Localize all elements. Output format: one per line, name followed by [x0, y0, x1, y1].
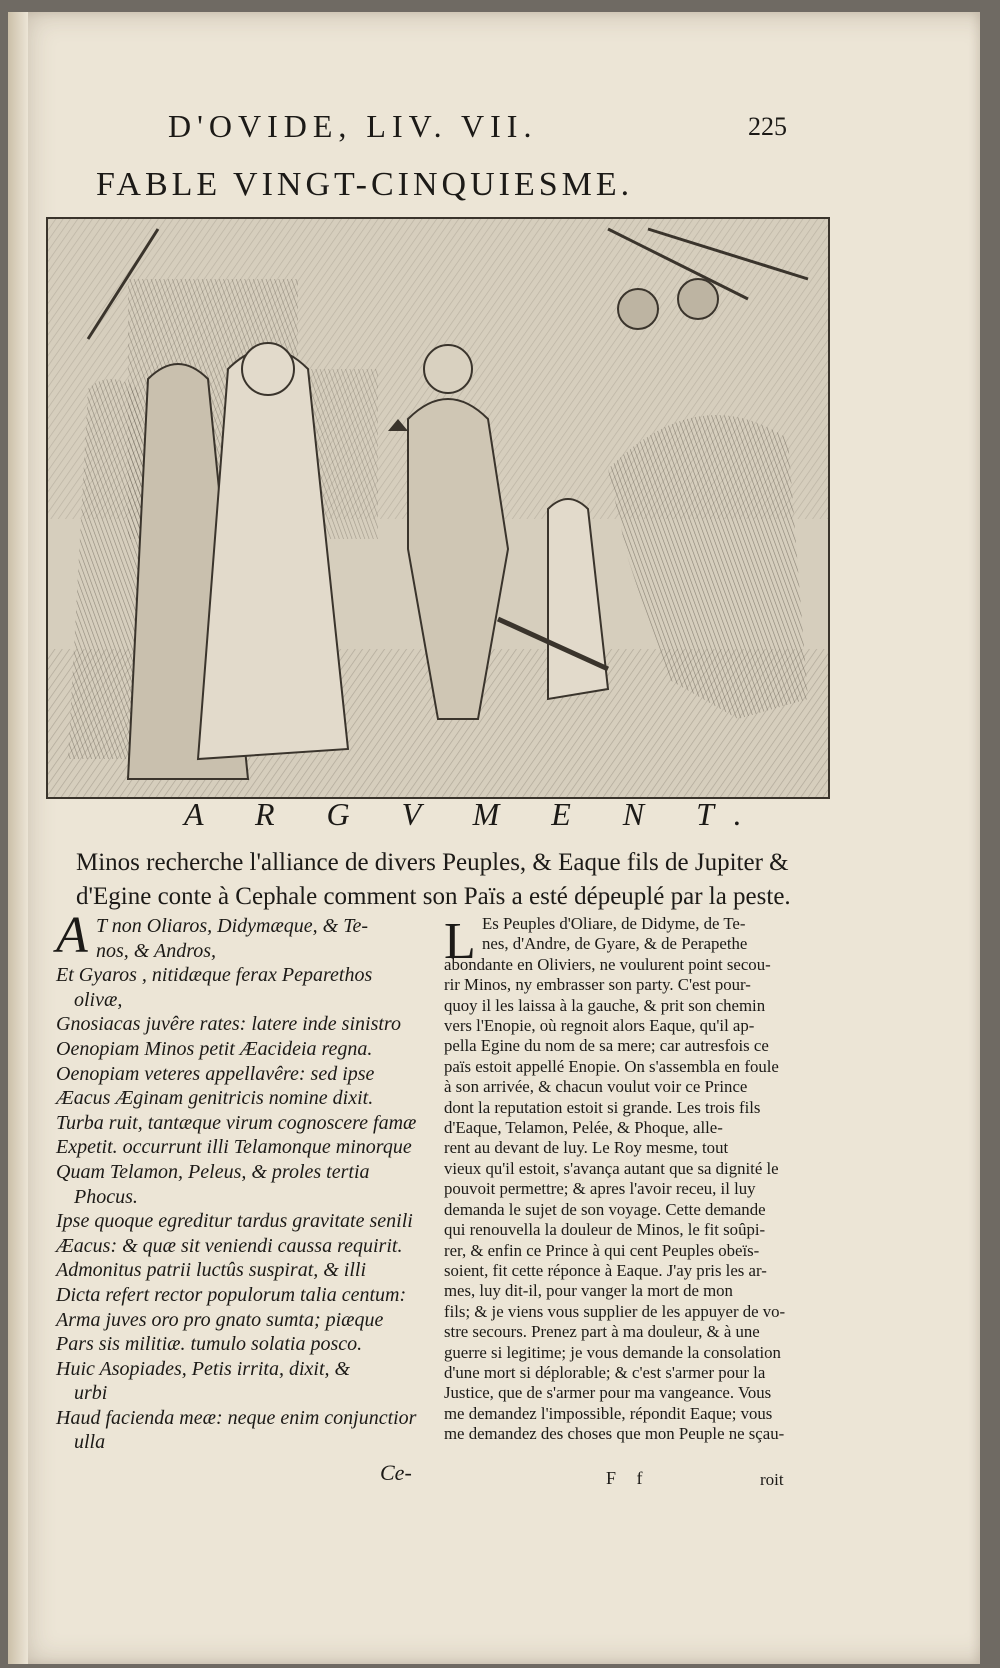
french-line: quoy il les laissa à la gauche, & prit son chemin	[444, 995, 766, 1015]
latin-line: urbi	[74, 1382, 108, 1405]
latin-line: nos, & Andros,	[96, 939, 217, 962]
latin-line: olivæ,	[74, 988, 123, 1011]
fable-summary	[76, 846, 836, 914]
latin-dropcap: A	[56, 907, 88, 964]
french-dropcap: L	[444, 913, 476, 970]
latin-line: Phocus.	[74, 1185, 138, 1208]
french-line: pouvoit permettre; & apres l'avoir receu, il luy	[444, 1179, 756, 1199]
running-head: D'OVIDE, LIV. VII.	[168, 108, 538, 144]
engraving-drawing	[48, 219, 828, 797]
french-line: païs estoit appellé Enopie. On s'assembla en foule	[444, 1056, 779, 1076]
latin-line: Huic Asopiades, Petis irrita, dixit, &	[56, 1357, 351, 1380]
latin-line: Dicta refert rector populorum talia centum:	[56, 1283, 407, 1306]
latin-line: Admonitus patrii luctûs suspirat, & illi	[56, 1259, 367, 1282]
latin-line: Quam Telamon, Peleus, & proles tertia	[56, 1160, 370, 1183]
french-line: abondante en Oliviers, ne voulurent point secou-	[444, 954, 771, 974]
french-line: guerre si legitime; je vous demande la consolation	[444, 1342, 781, 1362]
french-line: à son arrivée, & chacun voulut voir ce Prince	[444, 1077, 748, 1097]
argument-heading: A R G V M E N T.	[184, 796, 764, 832]
latin-line: Turba ruit, tantæque virum cognoscere famæ	[56, 1111, 417, 1134]
french-line: vers l'Enopie, où regnoit alors Eaque, qu'il ap-	[444, 1016, 755, 1036]
french-line: d'Eaque, Telamon, Pelée, & Phoque, alle-	[444, 1118, 723, 1138]
latin-line: Oenopiam Minos petit Æacideia regna.	[56, 1037, 373, 1060]
french-line: nes, d'Andre, de Gyare, & de Perapethe	[482, 934, 748, 954]
signature-mark: F f	[606, 1468, 651, 1488]
french-line: demanda le sujet de son voyage. Cette demande	[444, 1199, 766, 1219]
latin-line: Ipse quoque egreditur tardus gravitate senili	[56, 1210, 413, 1233]
fable-title: FABLE VINGT-CINQUIESME.	[96, 166, 634, 203]
latin-line: Æacus: & quæ sit veniendi caussa requirit.	[56, 1234, 403, 1257]
french-line: Es Peuples d'Oliare, de Didyme, de Te-	[482, 914, 746, 933]
french-line: vieux qu'il estoit, s'avança autant que sa dignité le	[444, 1158, 779, 1178]
french-line: mes, luy dit-il, pour vanger la mort de mon	[444, 1281, 733, 1301]
summary-line: Minos recherche l'alliance de divers Peuples, & Eaque fils de Jupiter &	[76, 849, 789, 876]
french-line: Justice, que de s'armer pour ma vangeance. Vous	[444, 1383, 772, 1403]
french-line: stre secours. Prenez part à ma douleur, & à une	[444, 1322, 760, 1342]
french-line: me demandez l'impossible, répondit Eaque; vous	[444, 1403, 773, 1423]
latin-line: Oenopiam veteres appellavêre: sed ipse	[56, 1062, 375, 1085]
latin-line: Expetit. occurrunt illi Telamonque minorque	[56, 1136, 412, 1159]
french-line: soient, fit cette réponce à Eaque. J'ay pris les ar-	[444, 1260, 767, 1280]
french-line: rir Minos, ny embrasser son party. C'est pour-	[444, 975, 751, 995]
latin-line: ulla	[74, 1431, 106, 1454]
latin-line: Et Gyaros , nitidæque ferax Peparethos	[56, 964, 373, 987]
latin-line: T non Oliaros, Didymæque, & Te-	[96, 915, 369, 937]
french-line: pella Egine du nom de sa mere; car autresfois ce	[444, 1036, 769, 1056]
french-line: fils; & je viens vous supplier de les appuyer de vo-	[444, 1301, 786, 1321]
french-line: rent au devant de luy. Le Roy mesme, tout	[444, 1138, 729, 1158]
latin-line: Æacus Æginam genitricis nomine dixit.	[56, 1087, 374, 1110]
french-line: qui renouvella la douleur de Minos, le fit soûpi-	[444, 1220, 766, 1240]
latin-catchword: Ce-	[380, 1460, 412, 1485]
summary-line: d'Egine conte à Cephale comment son Païs a esté dépeuplé par la peste.	[76, 883, 791, 910]
latin-line: Pars sis militiæ. tumulo solatia posco.	[56, 1333, 363, 1356]
french-column	[444, 914, 824, 1445]
engraving-illustration	[46, 217, 830, 799]
french-line: d'une mort si déplorable; & c'est s'armer pour la	[444, 1362, 766, 1382]
page-gutter	[8, 12, 28, 1664]
french-line: dont la reputation estoit si grande. Les trois fils	[444, 1097, 761, 1117]
french-catchword: roit	[760, 1470, 784, 1489]
french-line: rer, & enfin ce Prince à qui cent Peuples obeïs-	[444, 1240, 760, 1260]
latin-column	[56, 907, 438, 1455]
french-line: me demandez des choses que mon Peuple ne sçau-	[444, 1424, 785, 1444]
latin-line: Gnosiacas juvêre rates: latere inde sinistro	[56, 1013, 401, 1036]
latin-line: Haud facienda meæ: neque enim conjunctior	[56, 1406, 417, 1429]
page-number: 225	[748, 112, 787, 141]
latin-line: Arma juves oro pro gnato sumta; piæque	[56, 1308, 384, 1331]
book-page	[8, 12, 980, 1664]
